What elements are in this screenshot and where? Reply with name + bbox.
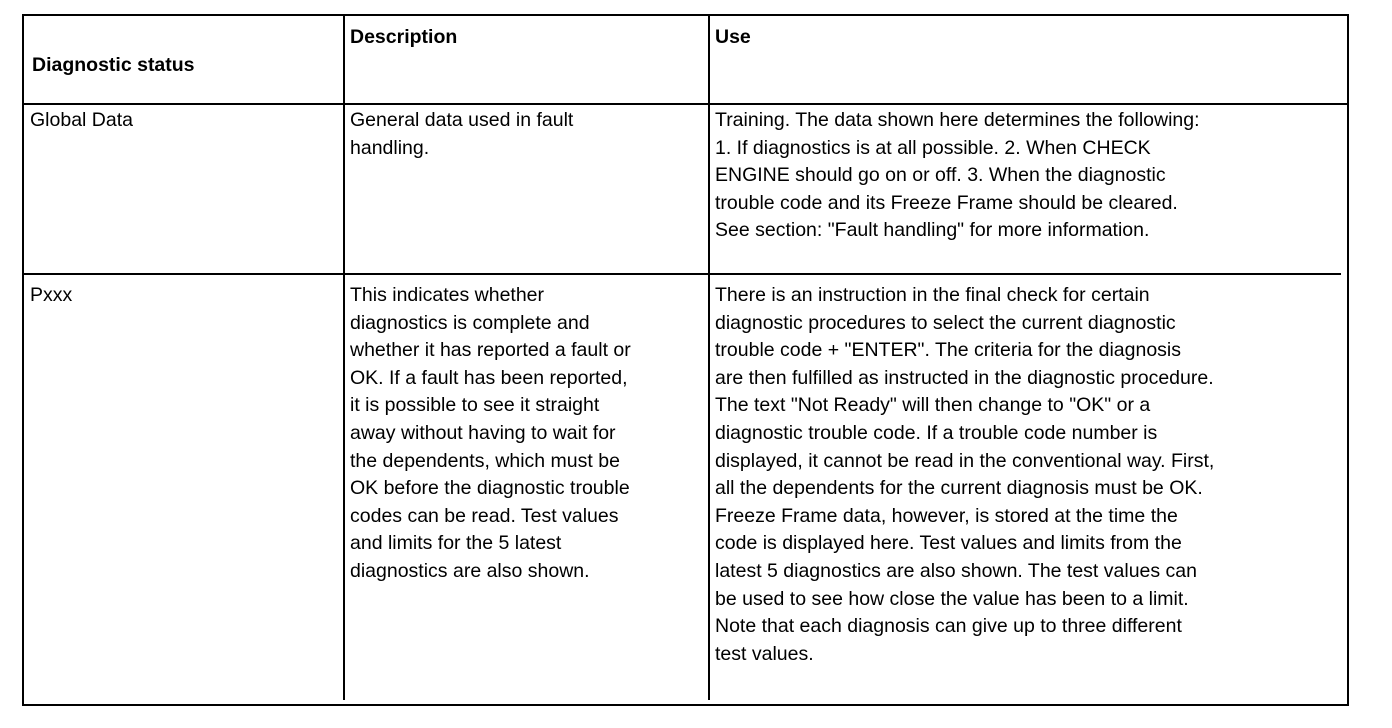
diagnostic-status-table: [22, 14, 1349, 706]
row-divider: [24, 273, 1341, 275]
row-pxxx-description: This indicates whether diagnostics is complete and whether it has reported a fault or OK. If a fault has been reported, it is possible to see it straight away without having to wait for the dependents, which must be OK before the diagnostic trouble codes can be read. Test values and limits for the 5 latest diagnostics are also shown.: [350, 284, 631, 582]
header-description: Description: [350, 26, 458, 48]
header-divider: [24, 103, 1347, 105]
row-global-data-status: Global Data: [30, 109, 133, 131]
header-use: Use: [715, 26, 751, 48]
column-divider-2: [708, 16, 710, 700]
row-global-data-use: Training. The data shown here determines the following: 1. If diagnostics is at all possible. 2. When CHECK ENGINE should go on or off. 3. When the diagnostic trouble code and its Freeze Frame should be cleared. See section: "Fault handling" for more information.: [715, 109, 1200, 242]
row-global-data-description: General data used in fault handling.: [350, 109, 574, 159]
header-diagnostic-status: Diagnostic status: [32, 54, 195, 76]
row-pxxx-use: There is an instruction in the final check for certain diagnostic procedures to select the current diagnostic trouble code + "ENTER". The criteria for the diagnosis are then fulfilled as instructed in the diagnostic procedure. The text "Not Ready" will then change to "OK" or a diagnostic trouble code. If a trouble code number is displayed, it cannot be read in the conventional way. First, all the dependents for the current diagnosis must be OK. Freeze Frame data, however, is stored at the time the code is displayed here. Test values and limits from the latest 5 diagnostics are also shown. The test values can be used to see how close the value has been to a limit. Note that each diagnosis can give up to three different test values.: [715, 284, 1215, 665]
row-pxxx-status: Pxxx: [30, 284, 73, 306]
column-divider-1: [343, 16, 345, 700]
